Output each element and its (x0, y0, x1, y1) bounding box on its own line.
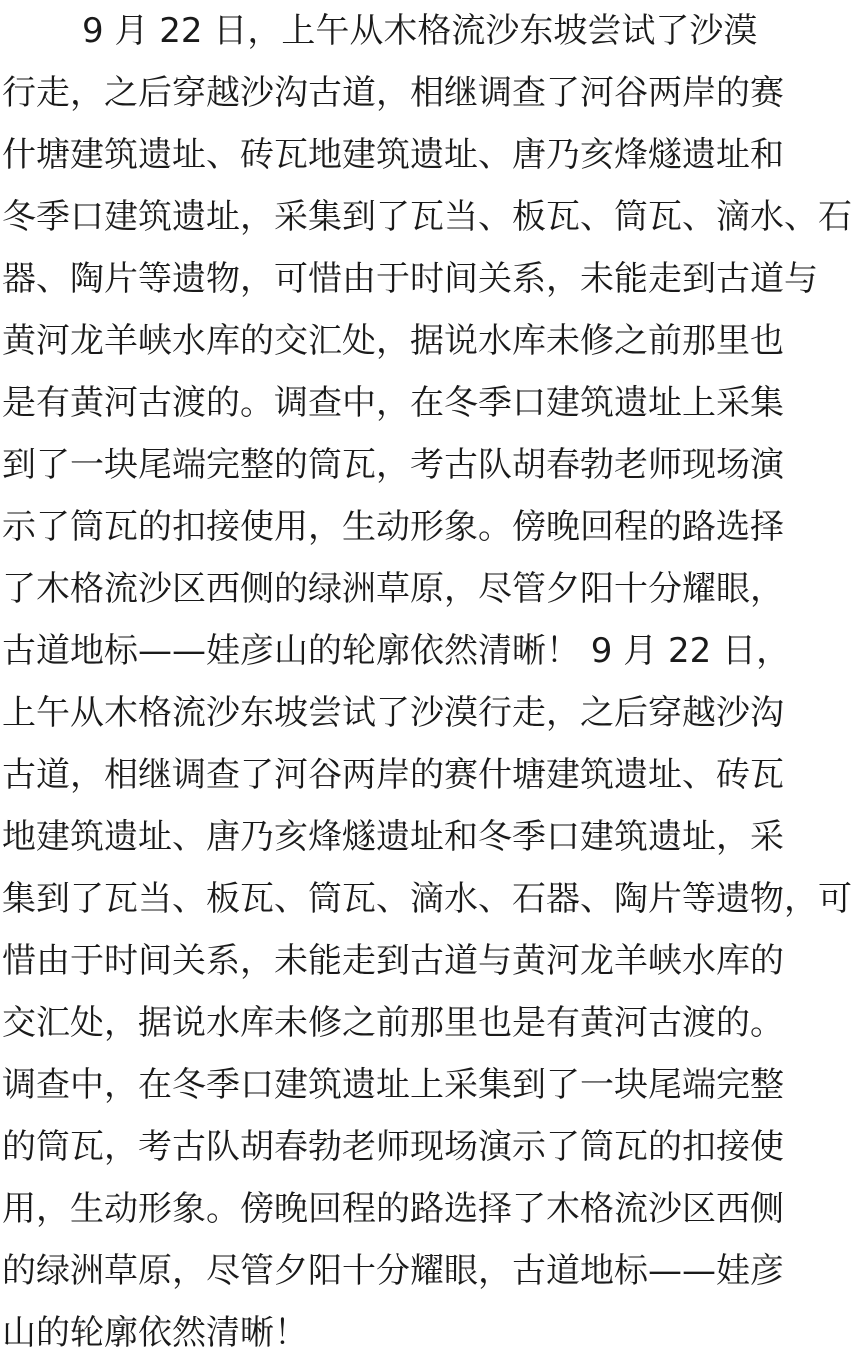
text-line: 器、陶片等遗物，可惜由于时间关系，未能走到古道与 (2, 259, 818, 299)
text-line: 黄河龙羊峡水库的交汇处，据说水库未修之前那里也 (2, 321, 784, 361)
text-line: 了木格流沙区西侧的绿洲草原，尽管夕阳十分耀眼， (2, 569, 784, 609)
text-line: 示了筒瓦的扣接使用，生动形象。傍晚回程的路选择 (2, 507, 784, 547)
text-line: 上午从木格流沙东坡尝试了沙漠行走，之后穿越沙沟 (2, 693, 784, 733)
text-line: 地建筑遗址、唐乃亥烽燧遗址和冬季口建筑遗址，采 (2, 817, 784, 857)
article-body (2, 0, 852, 1364)
text-line: 用，生动形象。傍晚回程的路选择了木格流沙区西侧 (2, 1189, 784, 1229)
text-line: 9 月 22 日，上午从木格流沙东坡尝试了沙漠 (82, 11, 758, 51)
text-line: 惜由于时间关系，未能走到古道与黄河龙羊峡水库的 (2, 941, 784, 981)
text-line: 行走，之后穿越沙沟古道，相继调查了河谷两岸的赛 (2, 73, 784, 113)
text-line: 古道，相继调查了河谷两岸的赛什塘建筑遗址、砖瓦 (2, 755, 784, 795)
text-line: 是有黄河古渡的。调查中，在冬季口建筑遗址上采集 (2, 383, 784, 423)
text-line: 的筒瓦，考古队胡春勃老师现场演示了筒瓦的扣接使 (2, 1127, 784, 1167)
text-line: 什塘建筑遗址、砖瓦地建筑遗址、唐乃亥烽燧遗址和 (2, 135, 784, 175)
text-line: 冬季口建筑遗址，采集到了瓦当、板瓦、筒瓦、滴水、石 (2, 197, 852, 237)
text-line: 山的轮廓依然清晰！ (2, 1313, 308, 1353)
text-line: 的绿洲草原，尽管夕阳十分耀眼，古道地标——娃彦 (2, 1251, 784, 1291)
text-line: 集到了瓦当、板瓦、筒瓦、滴水、石器、陶片等遗物，可 (2, 879, 852, 919)
text-line: 调查中，在冬季口建筑遗址上采集到了一块尾端完整 (2, 1065, 784, 1105)
text-line: 交汇处，据说水库未修之前那里也是有黄河古渡的。 (2, 1003, 784, 1043)
text-line: 古道地标——娃彦山的轮廓依然清晰！ 9 月 22 日， (2, 631, 791, 671)
text-line: 到了一块尾端完整的筒瓦，考古队胡春勃老师现场演 (2, 445, 784, 485)
